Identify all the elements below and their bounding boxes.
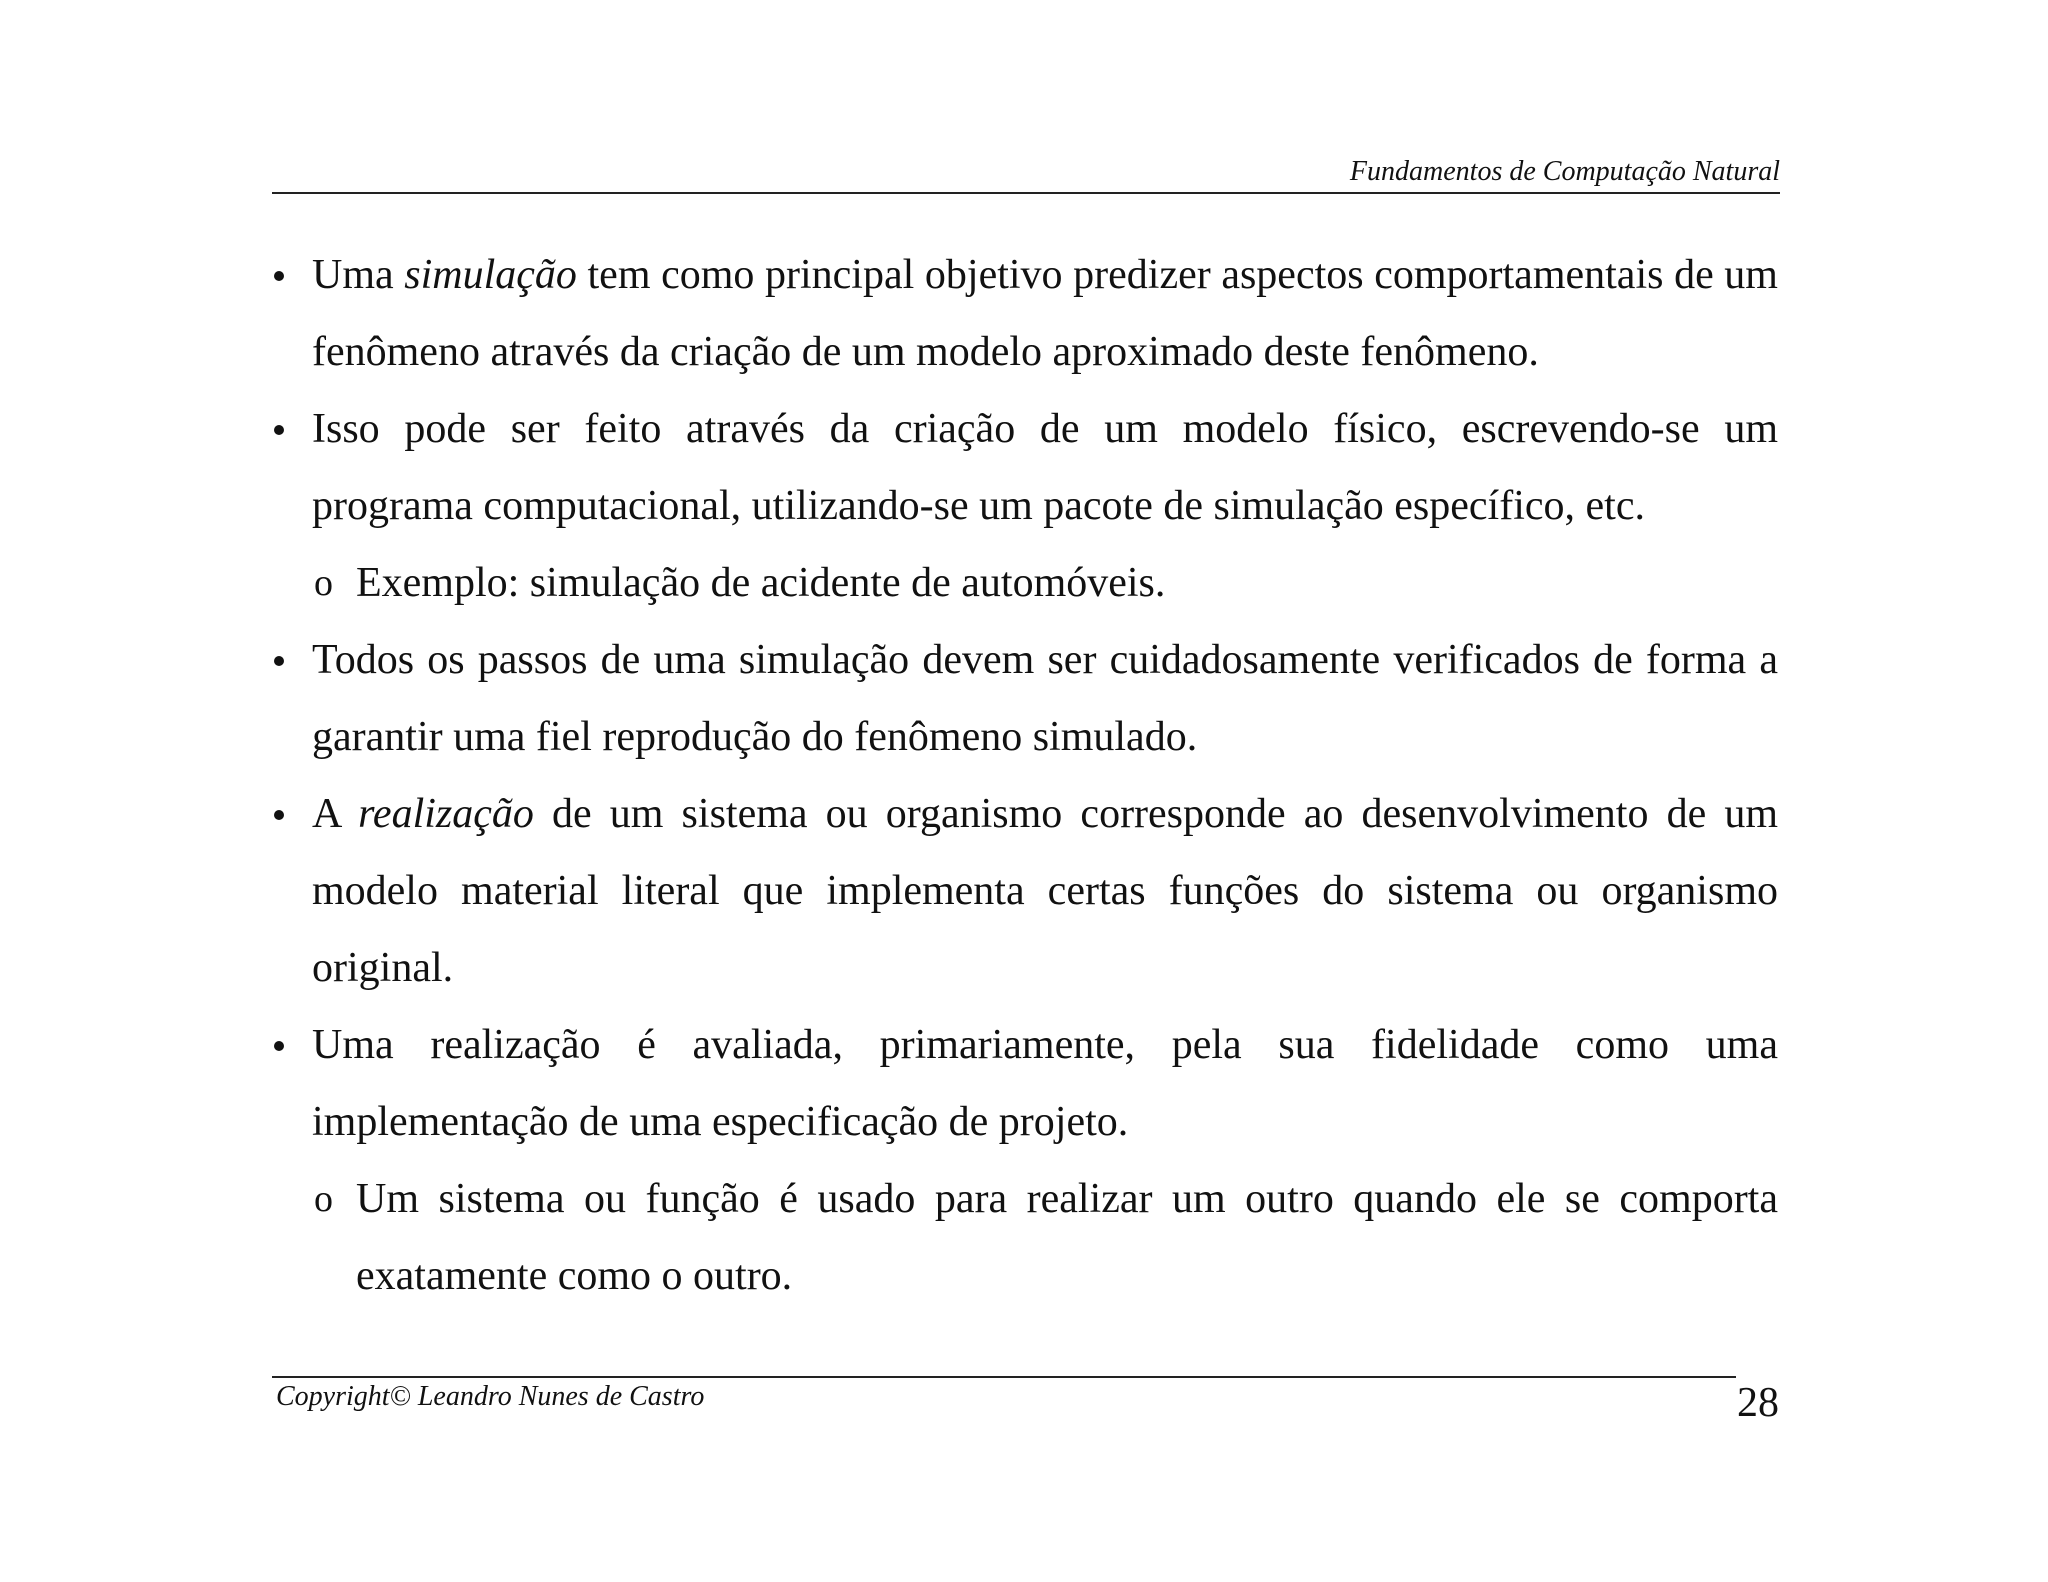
bullet-text: Todos os passos de uma simulação devem ser cuidadosamente verificados de forma a garantir uma fiel reprodução do fenômeno simulado.: [312, 637, 1778, 760]
bullet-item-modelo-fisico: [270, 391, 1778, 545]
bullet-text-rest: tem como principal objetivo predizer aspectos comportamentais de um fenômeno através da criação de um modelo aproximado deste fenômeno.: [312, 252, 1778, 375]
bullet-marker: [274, 776, 284, 853]
bullet-marker: [274, 391, 284, 468]
running-header-title: Fundamentos de Computação Natural: [1349, 156, 1780, 187]
bullet-text-rest: de um sistema ou organismo corresponde ao desenvolvimento de um modelo material literal que implementa certas funções do sistema ou organismo original.: [312, 791, 1779, 991]
bullet-text-prefix: A: [312, 791, 359, 837]
bullet-item-realizacao: [270, 776, 1778, 1007]
sub-item-text: Exemplo: simulação de acidente de automóveis.: [356, 560, 1166, 606]
bullet-text-prefix: Uma: [312, 252, 405, 298]
bullet-text: Isso pode ser feito através da criação de um modelo físico, escrevendo-se um programa computacional, utilizando-se um pacote de simulação específico, etc.: [312, 406, 1778, 529]
bullet-item-avaliacao: [270, 1007, 1778, 1161]
sub-bullet-marker: o: [314, 1178, 333, 1220]
sub-item-exemplo: [270, 545, 1778, 622]
bullet-text: Uma realização é avaliada, primariamente, pela sua fidelidade como uma implementação de uma especificação de projeto.: [312, 1022, 1778, 1145]
footer-copyright: Copyright© Leandro Nunes de Castro: [276, 1381, 705, 1412]
emphasized-term: simulação: [404, 252, 577, 298]
slide-body: [270, 237, 1778, 1315]
sub-item-sistema-funcao: [270, 1161, 1778, 1315]
bullet-item-simulacao: [270, 237, 1778, 391]
page-number: 28: [1737, 1380, 1779, 1426]
bullet-marker: [274, 622, 284, 699]
bullet-marker: [274, 1007, 284, 1084]
sub-bullet-marker: o: [314, 562, 333, 604]
bullet-marker: [274, 237, 284, 314]
sub-item-text: Um sistema ou função é usado para realizar um outro quando ele se comporta exatamente como o outro.: [356, 1176, 1778, 1299]
footer-rule: [272, 1376, 1736, 1378]
bullet-item-passos: [270, 622, 1778, 776]
header-rule: [272, 192, 1780, 194]
emphasized-term: realização: [358, 791, 534, 837]
